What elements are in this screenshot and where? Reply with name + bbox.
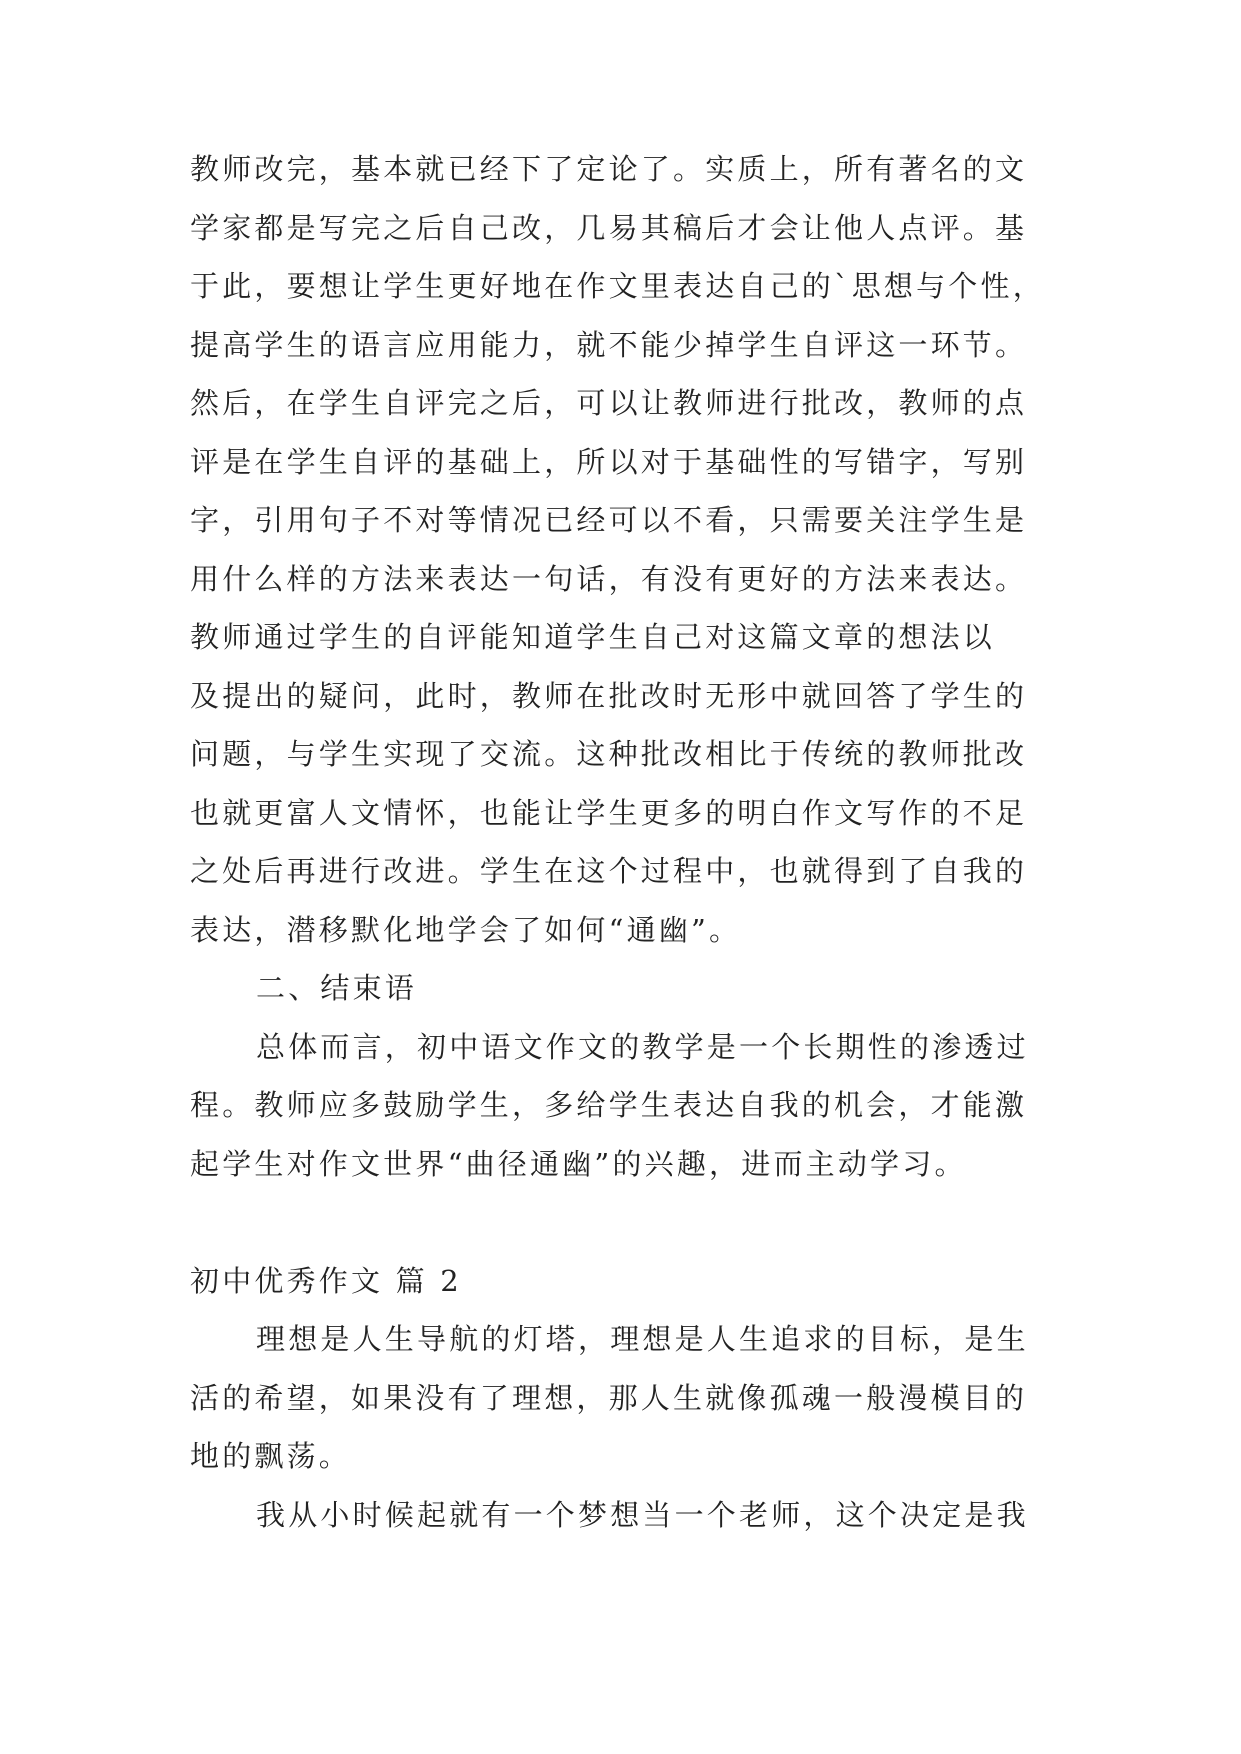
body-line: 也就更富人文情怀，也能让学生更多的明白作文写作的不足 (190, 795, 1028, 830)
conclusion-line: 起学生对作文世界“曲径通幽”的兴趣，进而主动学习。 (190, 1146, 967, 1181)
essay-heading: 初中优秀作文 篇 2 (190, 1263, 462, 1298)
body-line: 教师改完，基本就已经下了定论了。实质上，所有著名的文 (190, 152, 1028, 186)
body-line: 表达，潜移默化地学会了如何“通幽”。 (190, 912, 742, 947)
body-line: 评是在学生自评的基础上，所以对于基础性的写错字，写别 (190, 444, 1028, 479)
section-gap (190, 1193, 1070, 1252)
body-line: 字，引用句子不对等情况已经可以不看，只需要关注学生是 (190, 503, 1028, 537)
body-line: 之处后再进行改进。学生在这个过程中，也就得到了自我的 (190, 854, 1028, 888)
conclusion-line: 总体而言，初中语文作文的教学是一个长期性的渗透过 (256, 1029, 1029, 1064)
essay-line: 理想是人生导航的灯塔，理想是人生追求的目标，是生 (256, 1322, 1029, 1356)
body-line: 提高学生的语言应用能力，就不能少掉学生自评这一环节。 (190, 327, 1028, 362)
body-line: 然后，在学生自评完之后，可以让教师进行批改，教师的点 (190, 386, 1028, 420)
article-body (190, 140, 1070, 1544)
conclusion-line: 程。教师应多鼓励学生，多给学生表达自我的机会，才能激 (190, 1088, 1028, 1122)
body-line: 学家都是写完之后自己改，几易其稿后才会让他人点评。基 (190, 210, 1028, 245)
body-line: 问题，与学生实现了交流。这种批改相比于传统的教师批改 (190, 737, 1028, 771)
body-line: 于此，要想让学生更好地在作文里表达自己的`思想与个性， (190, 269, 1045, 303)
essay-line: 我从小时候起就有一个梦想当一个老师，这个决定是我 (256, 1497, 1029, 1532)
body-line: 教师通过学生的自评能知道学生自己对这篇文章的想法以 (190, 620, 996, 654)
body-line: 及提出的疑问，此时，教师在批改时无形中就回答了学生的 (190, 678, 1028, 713)
subheading-conclusion: 二、结束语 (256, 971, 418, 1005)
essay-line: 地的飘荡。 (190, 1439, 352, 1473)
body-line: 用什么样的方法来表达一句话，有没有更好的方法来表达。 (190, 561, 1028, 596)
essay-line: 活的希望，如果没有了理想，那人生就像孤魂一般漫模目的 (190, 1380, 1028, 1415)
